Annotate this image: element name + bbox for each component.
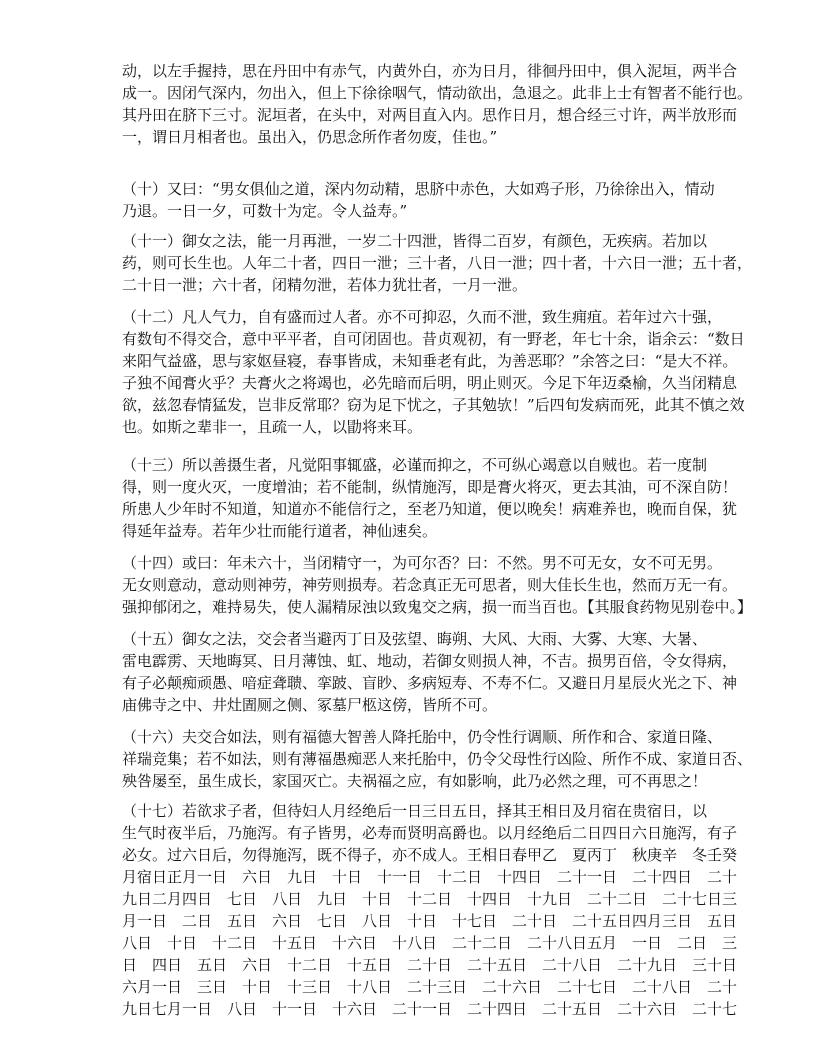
paragraph-17 (122, 800, 738, 1020)
text-line: 生气时夜半后，乃施泻。有子皆男，必寿而贤明高爵也。以月经绝后二日四日六日施泻，有子 (122, 824, 738, 842)
text-line: 乃退。一日一夕，可数十为定。令人益寿。” (122, 202, 408, 220)
text-line: 有数旬不得交合，意中平平者，自可闭固也。昔贞观初，有一野老，年七十余，诣余云：“数日 (122, 330, 745, 348)
paragraph-11 (122, 230, 753, 296)
paragraph-intro-continuation (122, 60, 753, 148)
paragraph-16 (122, 726, 753, 792)
text-line: 一，谓日月相者也。虽出入，仍思念所作者勿废，佳也。” (122, 128, 498, 146)
paragraph-10 (122, 178, 715, 222)
text-line: 庙佛寺之中、井灶圊厕之侧、冢墓尸柩这傍，皆所不可。 (122, 696, 498, 714)
text-line: 二十日一泄；六十者，闭精勿泄，若体力犹壮者，一月一泄。 (122, 276, 528, 294)
paragraph-15 (122, 628, 738, 716)
text-line: 成一。因闭气深内，勿出入，但上下徐徐咽气，情动欲出，急退之。此非上士有智者不能行也。 (122, 84, 753, 102)
text-line: 无女则意动，意动则神劳，神劳则损寿。若念真正无可思者，则大佳长生也，然而万无一有。 (122, 576, 738, 594)
text-line: 子独不闻膏火乎？夫膏火之将竭也，必先暗而后明，明止则灭。今足下年迈桑榆，久当闭精息 (122, 374, 738, 392)
text-line: 月一日 二日 五日 六日 七日 八日 十日 十七日 二十日 二十五日四月三日 五日 (122, 912, 738, 930)
text-line: 祥瑞竞集；若不如法，则有薄福愚痴恶人来托胎中，仍令父母性行凶险、所作不成、家道日否、 (122, 750, 753, 768)
text-line: 有子必颠痴顽愚、喑症聋聩、挛跛、盲眇、多病短寿、不寿不仁。又避日月星辰火光之下、神 (122, 674, 738, 692)
text-line: （十七）若欲求子者，但待妇人月经绝后一日三日五日，择其王相日及月宿在贵宿日，以 (122, 802, 708, 820)
text-line: 月宿日正月一日 六日 九日 十日 十一日 十二日 十四日 二十一日 二十四日 二十 (122, 868, 738, 886)
text-line: 欲，兹忽春情猛发，岂非反常耶？窃为足下忧之，子其勉欤！”后四旬发病而死，此其不慎之效 (122, 396, 745, 414)
text-line: 六月一日 三日 十日 十三日 十八日 二十三日 二十六日 二十七日 二十八日 二十 (122, 978, 738, 996)
text-line: 日 四日 五日 六日 十二日 十五日 二十日 二十五日 二十八日 二十九日 三十日 (122, 956, 738, 974)
paragraph-14 (122, 552, 753, 618)
text-line: 所患人少年时不知道，知道亦不能信行之，至老乃知道，便以晚矣！病难养也，晚而自保，犹 (122, 500, 738, 518)
text-line: 得，则一度火灭，一度增油；若不能制，纵情施泻，即是膏火将灭，更去其油，可不深自防！ (122, 478, 738, 496)
text-line: （十）又曰：“男女俱仙之道，深内勿动精，思脐中赤色，大如鸡子形，乃徐徐出入，情动 (122, 180, 715, 198)
text-line: （十六）夫交合如法，则有福德大智善人降托胎中，仍令性行调顺、所作和合、家道日隆、 (122, 728, 723, 746)
text-line: （十三）所以善摄生者，凡觉阳事辄盛，必谨而抑之，不可纵心竭意以自贼也。若一度制 (122, 456, 708, 474)
text-line: 动，以左手握持，思在丹田中有赤气，内黄外白，亦为日月，徘徊丹田中，俱入泥垣，两半合 (122, 62, 738, 80)
text-line: （十五）御女之法，交会者当避丙丁日及弦望、晦朔、大风、大雨、大雾、大寒、大暑、 (122, 630, 708, 648)
text-line: （十四）或曰：年未六十，当闭精守一，为可尔否？曰：不然。男不可无女，女不可无男。 (122, 554, 723, 572)
text-line: 九日二月四日 七日 八日 九日 十日 十二日 十四日 十九日 二十二日 二十七日三 (122, 890, 738, 908)
text-line: 也。如斯之辈非一，且疏一人，以勖将来耳。 (122, 418, 423, 436)
text-line: 殃咎屡至，虽生成长，家国灭亡。夫祸福之应，有如影响，此乃必然之理，可不再思之！ (122, 772, 708, 790)
text-line: 来阳气益盛，思与家妪昼寝，春事皆成，未知垂老有此，为善恶耶？”余答之曰：“是大不祥。 (122, 352, 738, 370)
text-line: 雷电霹雳、天地晦冥、日月薄蚀、虹、地动，若御女则损人神，不吉。损男百倍，令女得病， (122, 652, 738, 670)
text-line: （十二）凡人气力，自有盛而过人者。亦不可抑忍，久而不泄，致生痈疽。若年过六十强， (122, 308, 723, 326)
text-line: 八日 十日 十二日 十五日 十六日 十八日 二十二日 二十八日五月 一日 二日 三 (122, 934, 738, 952)
paragraph-12 (122, 306, 745, 438)
paragraph-13 (122, 454, 738, 542)
text-line: 九日七月一日 八日 十一日 十六日 二十一日 二十四日 二十五日 二十六日 二十七 (122, 1000, 738, 1018)
text-line: 必女。过六日后，勿得施泻，既不得子，亦不成人。王相日春甲乙 夏丙丁 秋庚辛 冬壬癸 (122, 846, 738, 864)
text-line: 强抑郁闭之，难持易失，使人漏精尿浊以致鬼交之病，损一而当百也。【其服食药物见别卷中。】 (122, 598, 753, 616)
text-line: 其丹田在脐下三寸。泥垣者，在头中，对两目直入内。思作日月，想合经三寸许，两半放形而 (122, 106, 738, 124)
text-line: 药，则可长生也。人年二十者，四日一泄；三十者，八日一泄；四十者，十六日一泄；五十者， (122, 254, 753, 272)
text-line: （十一）御女之法，能一月再泄，一岁二十四泄，皆得二百岁，有颜色，无疾病。若加以 (122, 232, 708, 250)
text-line: 得延年益寿。若年少壮而能行道者，神仙速矣。 (122, 522, 438, 540)
